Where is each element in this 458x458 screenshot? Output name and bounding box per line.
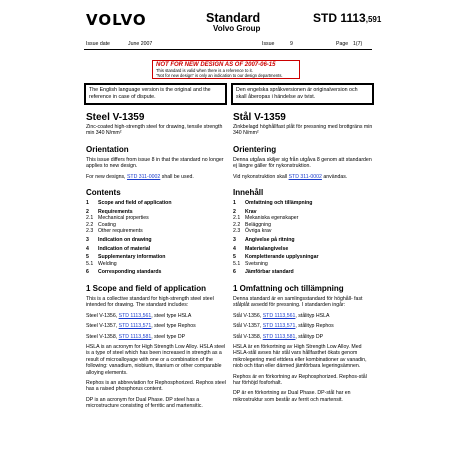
toc-title: Requirements [98,208,133,215]
doc-description: Zinc-coated high-strength steel for drawing, tensile strength min 340 N/mm² [86,124,223,137]
std-link[interactable]: STD 1113,581 [262,333,296,340]
item-type: , stålityp DP [295,333,324,340]
std-link[interactable]: STD 1113,571 [118,323,152,330]
toc-number: 4 [86,245,89,252]
toc-number: 1 [233,200,236,207]
language-note-en: The English language version is the original and the reference in case of dispute. [84,83,227,105]
rephos-text: Rephos är en förkortning av Rephosphorized. Rephos-stål har förhöjd fosforhalt. [233,373,367,387]
item-type: , steel type Rephos [151,323,196,330]
toc-number: 3 [86,237,89,243]
doc-title: Stål V-1359 [233,112,286,123]
toc-entry [233,200,373,207]
toc-title: Other requirements [98,228,143,235]
standard-group: Volvo Group [213,24,261,33]
toc-number: 2 [233,208,236,215]
notice-line: "Not for new design" is only an indication to our design departments. [156,72,283,78]
toc-number: 1 [86,200,89,207]
std-number-main: STD 1113 [313,11,366,25]
toc-number: 4 [233,245,236,252]
toc-entry [86,269,226,276]
item-type: , steel type DP [151,333,186,340]
toc-entry [86,228,226,235]
issue-date: June 2007 [128,41,153,47]
toc-number: 2.3 [233,228,241,235]
toc-number: 2.3 [86,228,94,235]
toc-entry [233,254,373,261]
toc-entry [233,209,373,216]
toc-title: Materialangivelse [245,245,289,252]
toc-entry [233,269,373,276]
english-column [86,112,226,414]
item-steel: Steel V-1358, [86,333,118,340]
std-link[interactable]: STD 311-0002 [288,173,322,180]
new-design-post: användas. [323,173,348,180]
toc-title: Svetsning [245,260,268,267]
standard-list-item [86,323,226,329]
toc-title: Supplementary information [98,254,166,261]
dp-text: DP is an acronym for Dual Phase. DP steel has a microstructure consisting of ferritic and martensitic. [86,396,203,410]
scope-heading: 1 Omfattning och tillämpning [233,283,344,293]
issue-label: Issue [262,41,275,47]
item-steel: Stål V-1356, [233,312,262,319]
toc-title: Corresponding standards [98,269,162,276]
toc-number: 2.1 [86,215,94,222]
toc-number: 6 [86,269,89,276]
orientation-text: This issue differs from issue 8 in that the standard no longer applies to new design. [86,156,224,170]
scope-text: Denna standard är en samlingsstandard för höghåll- fast stålplåt avsedd för pressning. I standarden ingår: [233,295,363,309]
orientation-text: Denna utgåva skiljer sig från utgåva 8 genom att standarden ej längre gäller för nykonstruktion. [233,156,372,170]
item-type: , stålityp HSLA [295,312,330,319]
standard-list-item [233,323,373,329]
standard-list [233,313,373,340]
toc-number: 3 [233,237,236,243]
toc-title: Kompletterande upplysningar [245,254,319,261]
toc-title: Indication on drawing [98,237,152,243]
toc-entry [86,237,226,244]
orientation-heading: Orientation [86,144,129,154]
toc-entry [233,237,373,244]
toc-title: Coating [98,221,116,228]
toc-entry [86,246,226,253]
std-link[interactable]: STD 1113,561 [118,312,152,319]
toc-title: Mechanical properties [98,215,149,222]
std-link[interactable]: STD 1113,561 [262,312,296,319]
item-steel: Stål V-1357, [233,323,262,330]
header-rule [84,49,372,50]
issue-number: 9 [290,41,293,47]
standard-list-item [86,313,226,319]
standard-list [86,313,226,340]
issue-date-label: Issue date [86,41,110,47]
doc-title: Steel V-1359 [86,112,145,123]
new-design-note [233,174,373,180]
contents-heading: Innehåll [233,188,264,198]
new-design-pre: For new designs, [86,173,126,180]
toc-entry [86,209,226,216]
toc-entry [233,261,373,268]
item-type: , stålityp Rephos [295,323,334,330]
standard-list-item [233,313,373,319]
toc-entry [233,246,373,253]
item-steel: Steel V-1357, [86,323,118,330]
toc-number: 5.1 [86,260,94,267]
toc-title: Övriga krav [245,228,272,235]
toc-title: Indication of material [98,245,151,252]
toc-title: Scope and field of application [98,200,172,207]
swedish-column [233,112,373,407]
new-design-note [86,174,226,180]
scope-text: This is a collective standard for high-strength steel steel intended for drawing. The standard includes: [86,295,214,309]
toc-title: Angivelse på ritning [245,237,295,243]
item-steel: Steel V-1356, [86,312,118,319]
dp-text: DP är en förkortning av Dual Phase. DP-stål har en mikrostruktur som består av ferrit och martensit. [233,390,351,403]
contents-heading: Contents [86,188,121,198]
scope-heading: 1 Scope and field of application [86,283,207,293]
volvo-logo: VOLVO [86,11,147,29]
standard-list-item [233,334,373,340]
notice-line: This standard is valid when there is a reference to it. [156,68,253,73]
std-link[interactable]: STD 1113,581 [118,333,152,340]
toc-number: 6 [233,269,236,276]
hsla-text: HSLA är en förkortning av High Strength Low Alloy. Med HSLA-stål avses här stål vars hållfasthet ökats genom mikrolegering med ettdera eller kombinationer av vanadin, niob och titan eller därmed jämförbara legeringsämnen. [233,344,367,370]
orientation-heading: Orientering [233,144,277,154]
table-of-contents [86,200,226,276]
rephos-text: Rephos is an abbreviation for Rephosphorized. Rephos steel has a raised phosphorus content. [86,380,226,393]
toc-number: 5.1 [233,260,241,267]
std-link[interactable]: STD 311-0002 [126,173,161,180]
standard-list-item [86,334,226,340]
item-steel: Stål V-1358, [233,333,262,340]
toc-number: 2.2 [86,221,94,228]
not-for-new-design-notice [152,60,300,79]
toc-title: Mekaniska egenskaper [245,215,299,222]
page-label: Page [336,41,349,47]
table-of-contents [233,200,373,276]
page-number: 1(7) [353,41,363,47]
toc-title: Omfattning och tillämpning [245,200,313,207]
toc-title: Beläggning [245,221,271,228]
toc-number: 5 [86,254,89,261]
toc-title: Krav [245,208,257,215]
toc-entry [86,200,226,207]
standard-number [313,11,381,25]
toc-title: Jämförbar standard [245,269,294,276]
notice-heading: NOT FOR NEW DESIGN AS OF 2007-06-15 [156,62,276,68]
new-design-pre: Vid nykonstruktion skall [233,173,288,180]
doc-description: Zinkbelagd höghållfast plåt för pressning med brottgräns min 340 N/mm² [233,124,373,137]
toc-title: Welding [98,260,117,267]
toc-number: 5 [233,254,236,261]
toc-entry [86,222,226,229]
new-design-post: shall be used. [161,173,194,180]
toc-entry [233,215,373,222]
standard-title: Standard [206,11,261,25]
toc-number: 2.1 [233,215,241,222]
std-link[interactable]: STD 1113,571 [262,323,296,330]
toc-entry [86,261,226,268]
toc-number: 2.2 [233,221,241,228]
item-type: , steel type HSLA [151,312,192,319]
language-note-sv: Den engelska språkversionen är originalversion och skall åberopas i händelse av tvist. [231,83,374,105]
hsla-text: HSLA is an acronym for High Strength Low Alloy. HSLA steel is a type of steel which has been increased in strength as a result of microalloyage with one or a combination of the following: vanadium, niobium, titanium or other comparable alloying elements. [86,344,226,376]
toc-entry [86,254,226,261]
toc-entry [233,228,373,235]
toc-entry [86,215,226,222]
toc-number: 2 [86,208,89,215]
std-number-suffix: ,591 [365,15,382,24]
